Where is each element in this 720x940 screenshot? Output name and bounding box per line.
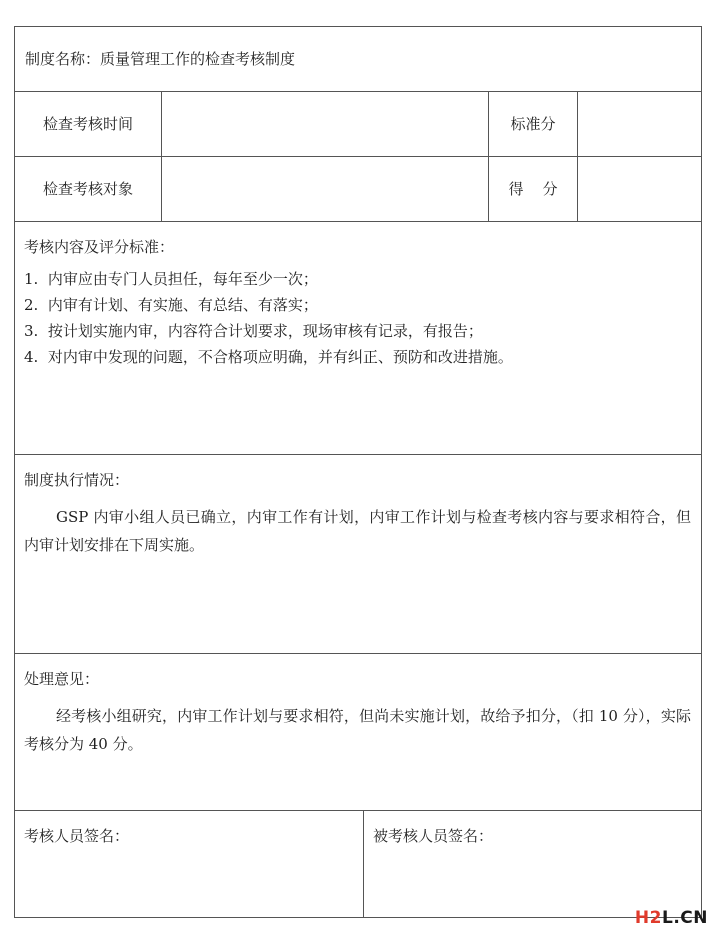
examiner-signature-label: 考核人员签名： <box>24 827 130 845</box>
check-time-label: 检查考核时间 <box>42 115 133 133</box>
check-object-label-cell <box>15 157 162 222</box>
inspection-form <box>14 26 702 918</box>
check-time-label-cell <box>15 92 162 157</box>
examiner-signature-cell[interactable] <box>15 811 364 917</box>
standard-score-value-cell[interactable] <box>578 92 701 157</box>
site-watermark-logo <box>635 908 708 928</box>
opinion-text: 经考核小组研究，内审工作计划与要求相符，但尚未实施计划，故给予扣分，（扣 10 分），实际考核分为 40 分。 <box>24 707 691 753</box>
standard-score-label-cell <box>489 92 578 157</box>
opinion-heading: 处理意见： <box>24 670 100 688</box>
criteria-item-4: 4. 对内审中发现的问题，不合格项应明确，并有纠正、预防和改进措施。 <box>24 348 513 366</box>
watermark-part-2: L <box>661 908 674 928</box>
check-object-value-cell[interactable] <box>162 157 489 222</box>
criteria-list <box>24 266 691 370</box>
system-name-cell <box>15 27 701 92</box>
criteria-item-1: 1. 内审应由专门人员担任，每年至少一次； <box>24 270 318 288</box>
system-name: 制度名称：质量管理工作的检查考核制度 <box>25 50 296 68</box>
criteria-heading: 考核内容及评分标准： <box>24 238 175 256</box>
examinee-signature-label: 被考核人员签名： <box>373 827 494 845</box>
execution-heading: 制度执行情况： <box>24 471 130 489</box>
criteria-item-2: 2. 内审有计划、有实施、有总结、有落实； <box>24 296 318 314</box>
watermark-part-1: H2 <box>634 908 662 928</box>
criteria-cell <box>15 222 701 455</box>
criteria-item-3: 3. 按计划实施内审，内容符合计划要求，现场审核有记录，有报告； <box>24 322 483 340</box>
examinee-signature-cell[interactable] <box>364 811 701 917</box>
execution-text: GSP 内审小组人员已确立，内审工作有计划，内审工作计划与检查考核内容与要求相符合，但内审计划安排在下周实施。 <box>24 508 691 554</box>
score-label-cell <box>489 157 578 222</box>
standard-score-label: 标准分 <box>510 115 556 133</box>
score-label: 得 分 <box>508 180 558 198</box>
score-value-cell[interactable] <box>578 157 701 222</box>
watermark-part-3: .CN <box>673 908 708 928</box>
check-time-value-cell[interactable] <box>162 92 489 157</box>
execution-cell <box>15 455 701 654</box>
opinion-cell <box>15 654 701 811</box>
check-object-label: 检查考核对象 <box>42 180 133 198</box>
